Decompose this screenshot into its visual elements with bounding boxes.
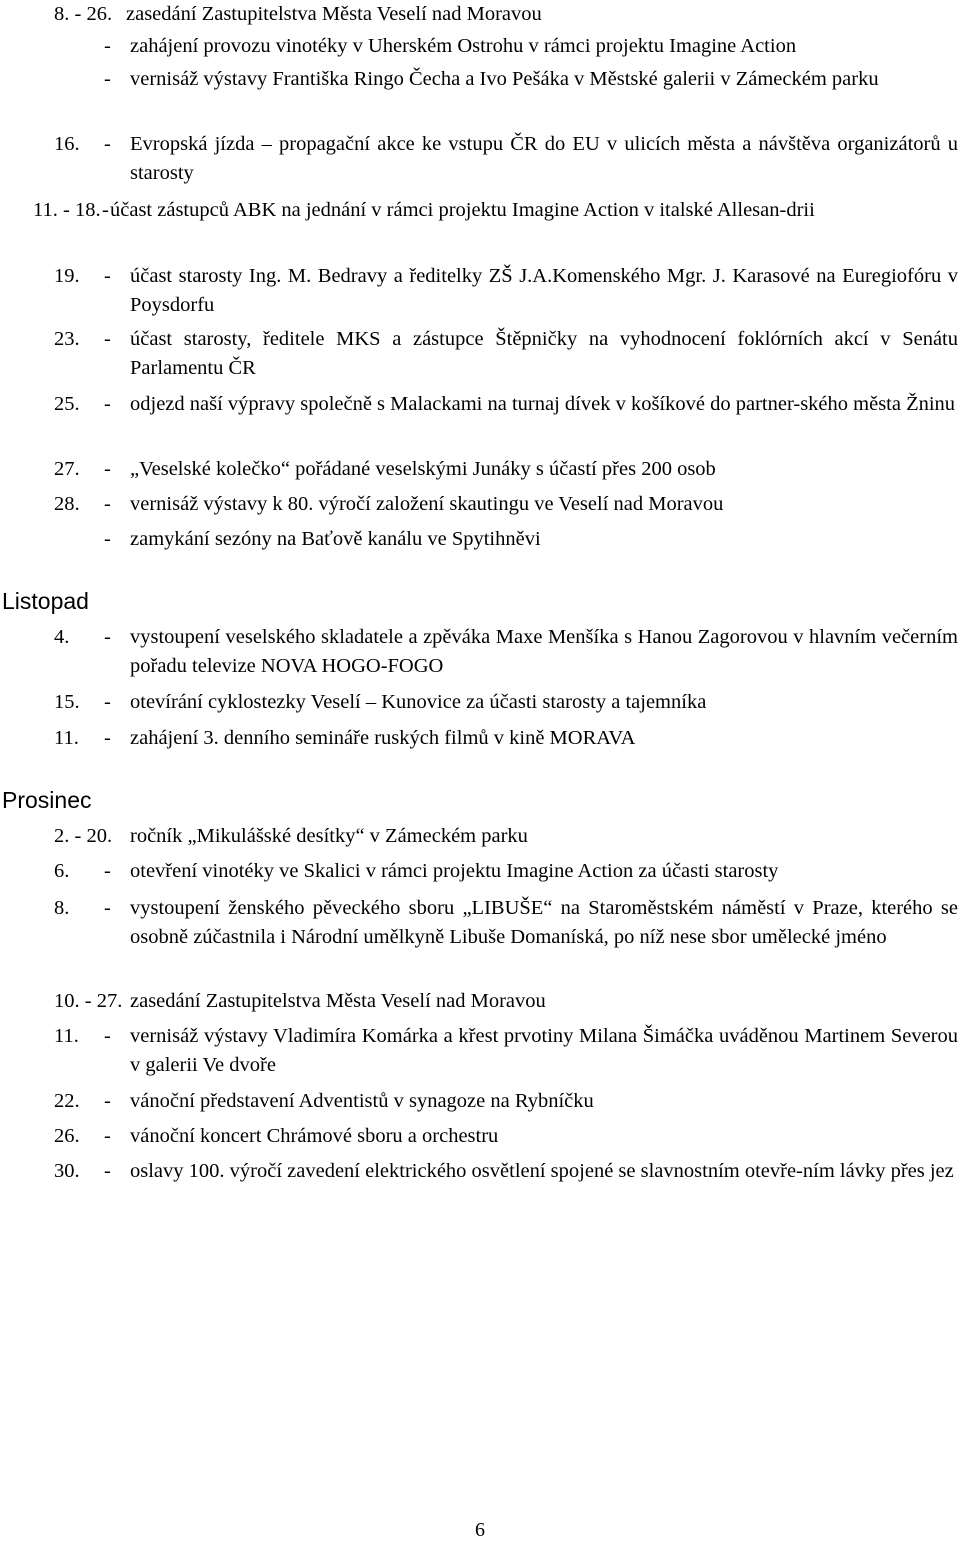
- list-item: [54, 455, 958, 484]
- entry-date: [54, 525, 104, 554]
- entry-text: vystoupení ženského pěveckého sboru „LIBUŠE“ na Staroměstském náměstí v Praze, kterého se osobně zúčastnila i Národní umělkyně Libuše Domaníská, po níž nese sbor umělecké jméno: [130, 897, 958, 948]
- entry-text: vernisáž výstavy Vladimíra Komárka a křest prvotiny Milana Šimáčka uváděnou Martinem Severou v galerii Ve dvoře: [130, 1025, 958, 1076]
- list-item: [54, 623, 958, 681]
- entry-text: vernisáž výstavy Františka Ringo Čecha a Ivo Pešáka v Městské galerii v Zámeckém parku: [130, 68, 879, 90]
- entry-dash: -: [104, 727, 111, 749]
- entry-date: 8.: [54, 897, 70, 919]
- entry-dash: -: [104, 860, 111, 882]
- list-item: [54, 987, 958, 1016]
- entry-dash: -: [104, 265, 111, 287]
- entry-text: zahájení provozu vinotéky v Uherském Ostrohu v rámci projektu Imagine Action: [130, 35, 797, 57]
- entry-date: 11.: [54, 727, 79, 749]
- entry-dash: -: [104, 133, 111, 155]
- entry-dash: -: [104, 626, 111, 648]
- entry-dash: -: [104, 458, 111, 480]
- list-item: [54, 724, 958, 753]
- entry-text: účast zástupců ABK na jednání v rámci projektu Imagine Action v italské Allesan-drii: [110, 199, 815, 221]
- entry-text: ročník „Mikulášské desítky“ v Zámeckém parku: [130, 825, 528, 847]
- entry-date: 15.: [54, 691, 80, 713]
- entry-date: 27.: [54, 458, 80, 480]
- list-item: [54, 1022, 958, 1080]
- entry-text: vánoční koncert Chrámové sboru a orchestru: [130, 1125, 499, 1147]
- list-item: [54, 32, 958, 61]
- entry-date: 2. - 20.: [54, 825, 113, 847]
- section-heading-november: Listopad: [2, 588, 89, 614]
- list-item: [54, 857, 958, 886]
- entry-text: vánoční představení Adventistů v synagoze na Rybníčku: [130, 1090, 594, 1112]
- entry-dash: -: [104, 897, 111, 919]
- list-item: [54, 688, 958, 717]
- entry-date: 19.: [54, 265, 80, 287]
- entry-dash: -: [104, 1125, 111, 1147]
- entry-date: 25.: [54, 393, 80, 415]
- list-item: [54, 1157, 958, 1186]
- entry-date: 28.: [54, 493, 80, 515]
- list-item: [54, 894, 958, 952]
- entry-date: 6.: [54, 860, 70, 882]
- entry-date: 22.: [54, 1090, 80, 1112]
- entry-date: 30.: [54, 1160, 80, 1182]
- entry-dash: -: [104, 493, 111, 515]
- entry-text: otevření vinotéky ve Skalici v rámci projektu Imagine Action za účasti starosty: [130, 860, 779, 882]
- entry-date: 8. - 26.: [54, 3, 113, 25]
- entry-text: „Veselské kolečko“ pořádané veselskými Junáky s účastí přes 200 osob: [130, 458, 716, 480]
- list-item: [54, 130, 958, 188]
- entry-dash: -: [104, 1160, 111, 1182]
- list-item: [54, 65, 958, 94]
- entry-date: [54, 65, 104, 94]
- entry-date: 11. - 18.: [33, 199, 101, 221]
- list-item: [54, 1122, 958, 1151]
- list-item: [54, 1087, 958, 1116]
- entry-date: 16.: [54, 133, 80, 155]
- entry-dash: -: [104, 691, 111, 713]
- list-item: [54, 0, 958, 29]
- entry-date: 26.: [54, 1125, 80, 1147]
- entry-text: odjezd naší výpravy společně s Malackami na turnaj dívek v košíkové do partner-ského města Žninu: [130, 393, 956, 415]
- entry-date: 10. - 27.: [54, 990, 123, 1012]
- entry-dash: -: [104, 1090, 111, 1112]
- entry-text: účast starosty, ředitele MKS a zástupce Štěpničky na vyhodnocení foklórních akcí v Senátu Parlamentu ČR: [130, 328, 958, 379]
- entry-dash: -: [104, 35, 111, 57]
- entry-text: Evropská jízda – propagační akce ke vstupu ČR do EU v ulicích města a návštěva organizátorů u starosty: [130, 133, 958, 184]
- entry-dash: -: [104, 68, 111, 90]
- entry-text: otevírání cyklostezky Veselí – Kunovice za účasti starosty a tajemníka: [130, 691, 707, 713]
- entry-date: [54, 32, 104, 61]
- entry-dash: -: [104, 1025, 111, 1047]
- list-item: [54, 822, 958, 851]
- list-item: [33, 196, 958, 225]
- entry-text: oslavy 100. výročí zavedení elektrického osvětlení spojené se slavnostním otevře-ním lávky přes jez: [130, 1160, 954, 1182]
- page-number: 6: [475, 1519, 485, 1541]
- list-item: [54, 262, 958, 320]
- entry-date: 23.: [54, 328, 80, 350]
- entry-text: vernisáž výstavy k 80. výročí založení skautingu ve Veselí nad Moravou: [130, 493, 724, 515]
- list-item: [54, 325, 958, 383]
- entry-date: 4.: [54, 626, 70, 648]
- list-item: [54, 490, 958, 519]
- entry-dash: -: [104, 328, 111, 350]
- list-item: [54, 525, 958, 554]
- entry-text: účast starosty Ing. M. Bedravy a ředitelky ZŠ J.A.Komenského Mgr. J. Karasové na Euregiofóru v Poysdorfu: [130, 265, 958, 316]
- section-heading-december: Prosinec: [2, 787, 92, 813]
- entry-dash: -: [104, 528, 111, 550]
- entry-text: zamykání sezóny na Baťově kanálu ve Spytihněvi: [130, 528, 541, 550]
- entry-text: zahájení 3. denního semináře ruských filmů v kině MORAVA: [130, 727, 636, 749]
- entry-text: vystoupení veselského skladatele a zpěváka Maxe Menšíka s Hanou Zagorovou v hlavním večerním pořadu televize NOVA HOGO-FOGO: [130, 626, 958, 677]
- entry-text: zasedání Zastupitelstva Města Veselí nad Moravou: [130, 990, 546, 1012]
- entry-date: 11.: [54, 1025, 79, 1047]
- entry-dash: -: [102, 199, 109, 221]
- list-item: [54, 390, 958, 419]
- entry-text: zasedání Zastupitelstva Města Veselí nad Moravou: [126, 3, 542, 25]
- entry-dash: -: [104, 393, 111, 415]
